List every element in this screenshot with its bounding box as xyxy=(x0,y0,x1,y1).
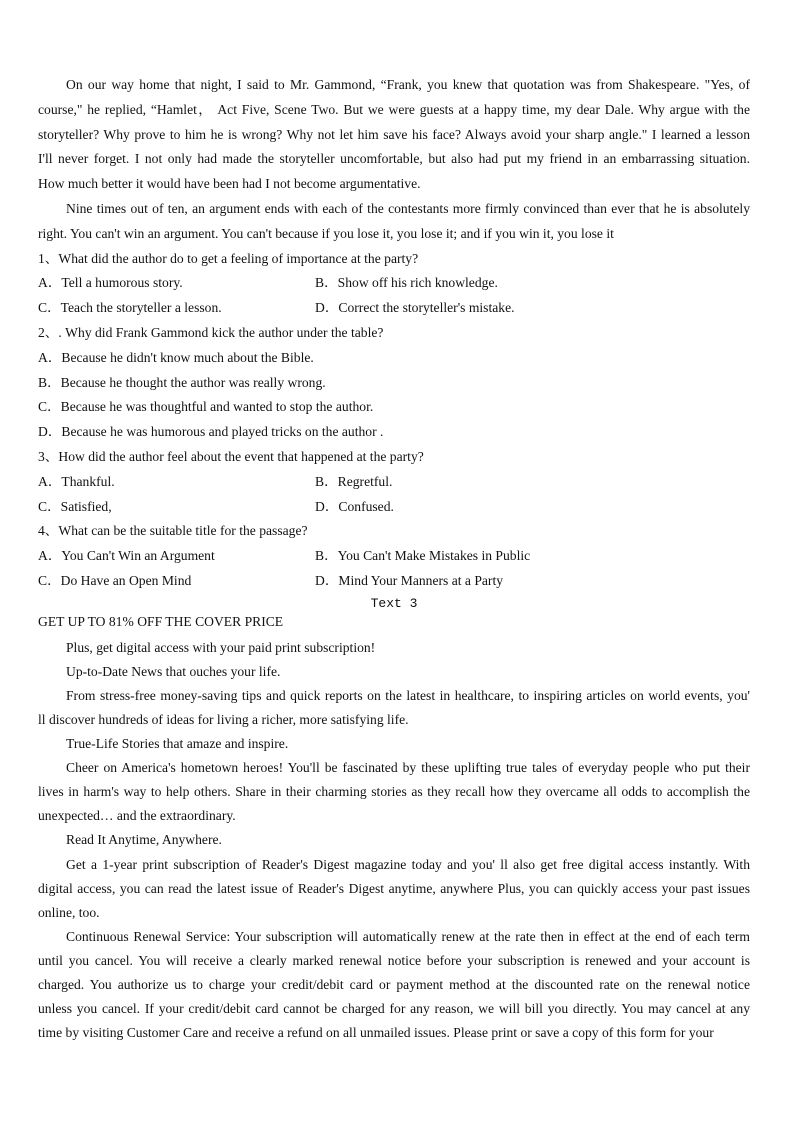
answer-option: A．Tell a humorous story. xyxy=(38,275,183,291)
answer-option: B．Regretful. xyxy=(315,473,393,489)
question-text: 3、How did the author feel about the event that happened at the party? xyxy=(38,448,424,464)
paragraph-line: I'll never forget. I not only had made the storyteller uncomfortable, but also had put my friend in an embarrassing situation. xyxy=(38,151,750,167)
text2-section xyxy=(38,73,750,636)
paragraph-line: Plus, get digital access with your paid print subscription! xyxy=(66,639,376,655)
paragraph-line: unless you cancel. If your credit/debit card cannot be charged for any reason, we will bill you directly. You may cancel at any xyxy=(38,1001,750,1017)
document-page xyxy=(38,73,750,1045)
text3-section xyxy=(38,636,750,1046)
paragraph-line: On our way home that night, I said to Mr. Gammond, “Frank, you knew that quotation was from Shakespeare. "Yes, of xyxy=(66,77,750,92)
answer-options-row xyxy=(38,569,750,594)
paragraph-line: course," he replied, “Hamlet， Act Five, Scene Two. But we were guests at a happy time, my dear Dale. Why argue with the xyxy=(38,101,750,117)
paragraph-line: Up-to-Date News that ouches your life. xyxy=(66,663,281,679)
paragraph-line: charged. You authorize us to charge your credit/debit card or payment method at the discounted rate on the renewal notice xyxy=(38,977,750,993)
answer-option: C．Because he was thoughtful and wanted to stop the author. xyxy=(38,399,374,415)
paragraph xyxy=(38,828,750,852)
paragraph-line: digital access, you can read the latest issue of Reader's Digest anytime, anywhere Plus, you can quickly access your past issues xyxy=(38,880,750,896)
answer-option: A．Thankful. xyxy=(38,473,115,489)
paragraph-line: Get a 1-year print subscription of Reader's Digest magazine today and you' ll also get free digital access instantly. With xyxy=(66,856,750,872)
answer-option: D．Because he was humorous and played tricks on the author . xyxy=(38,424,384,440)
paragraph-line: right. You can't win an argument. You can't because if you lose it, you lose it; and if you win it, you lose it xyxy=(38,225,614,241)
paragraph xyxy=(38,197,750,247)
answer-options-row xyxy=(38,271,750,296)
question-text: 4、What can be the suitable title for the passage? xyxy=(38,523,308,539)
question-text: 1、What did the author do to get a feeling of importance at the party? xyxy=(38,250,419,266)
paragraph-line: Nine times out of ten, an argument ends with each of the contestants more firmly convinced than ever that he is absolutely xyxy=(66,200,750,216)
answer-option: A．Because he didn't know much about the Bible. xyxy=(38,349,314,365)
answer-option: B．You Can't Make Mistakes in Public xyxy=(315,548,531,564)
paragraph-line: unexpected… and the extraordinary. xyxy=(38,808,236,824)
paragraph-line: Continuous Renewal Service: Your subscription will automatically renew at the rate then in effect at the end of each term xyxy=(66,928,750,944)
answer-option: C．Teach the storyteller a lesson. xyxy=(38,300,222,316)
answer-option: B．Because he thought the author was really wrong. xyxy=(38,374,326,390)
answer-option: D．Correct the storyteller's mistake. xyxy=(315,300,515,316)
paragraph-line: Cheer on America's hometown heroes! You'll be fascinated by these uplifting true tales of everyday people who put their xyxy=(66,760,750,776)
paragraph-line: time by visiting Customer Care and receive a refund on all unmailed issues. Please print or save a copy of this form for your xyxy=(38,1025,714,1041)
paragraph xyxy=(38,684,750,732)
section-heading: Text 3 xyxy=(370,595,418,611)
paragraph-line: How much better it would have been had I not become argumentative. xyxy=(38,176,421,192)
paragraph-line: Read It Anytime, Anywhere. xyxy=(66,832,222,848)
paragraph xyxy=(38,853,750,925)
paragraph xyxy=(38,925,750,1045)
answer-option: B．Show off his rich knowledge. xyxy=(315,275,498,291)
answer-options-row xyxy=(38,296,750,321)
paragraph-line: ll discover hundreds of ideas for living a richer, more satisfying life. xyxy=(38,712,409,728)
paragraph xyxy=(38,732,750,756)
answer-option: D．Mind Your Manners at a Party xyxy=(315,572,504,588)
paragraph-line: until you cancel. You will receive a clearly marked renewal notice before your subscription is renewed and your account is xyxy=(38,952,750,968)
paragraph-line: storyteller? Why prove to him he is wrong? Why not let him save his face? Always avoid your sharp angle." I learned a lesson xyxy=(38,126,750,142)
answer-options-row xyxy=(38,495,750,520)
paragraph xyxy=(38,636,750,660)
paragraph-line: True-Life Stories that amaze and inspire. xyxy=(66,736,289,752)
answer-option: C．Satisfied, xyxy=(38,498,112,514)
paragraph-line: From stress-free money-saving tips and quick reports on the latest in healthcare, to inspiring articles on world events, you' xyxy=(66,687,750,703)
paragraph-line: lives in harm's way to help others. Share in their charming stories as they recall how they overcame all odds to accomplish the xyxy=(38,784,750,800)
answer-options-row xyxy=(38,544,750,569)
answer-option: C．Do Have an Open Mind xyxy=(38,572,192,588)
answer-option: D．Confused. xyxy=(315,498,394,514)
answer-option: A．You Can't Win an Argument xyxy=(38,548,215,564)
paragraph xyxy=(38,73,750,197)
question-text: 2、. Why did Frank Gammond kick the author under the table? xyxy=(38,324,384,340)
ad-headline: GET UP TO 81% OFF THE COVER PRICE xyxy=(38,613,284,629)
answer-options-row xyxy=(38,470,750,495)
paragraph-line: online, too. xyxy=(38,904,100,920)
paragraph xyxy=(38,756,750,828)
paragraph xyxy=(38,660,750,684)
